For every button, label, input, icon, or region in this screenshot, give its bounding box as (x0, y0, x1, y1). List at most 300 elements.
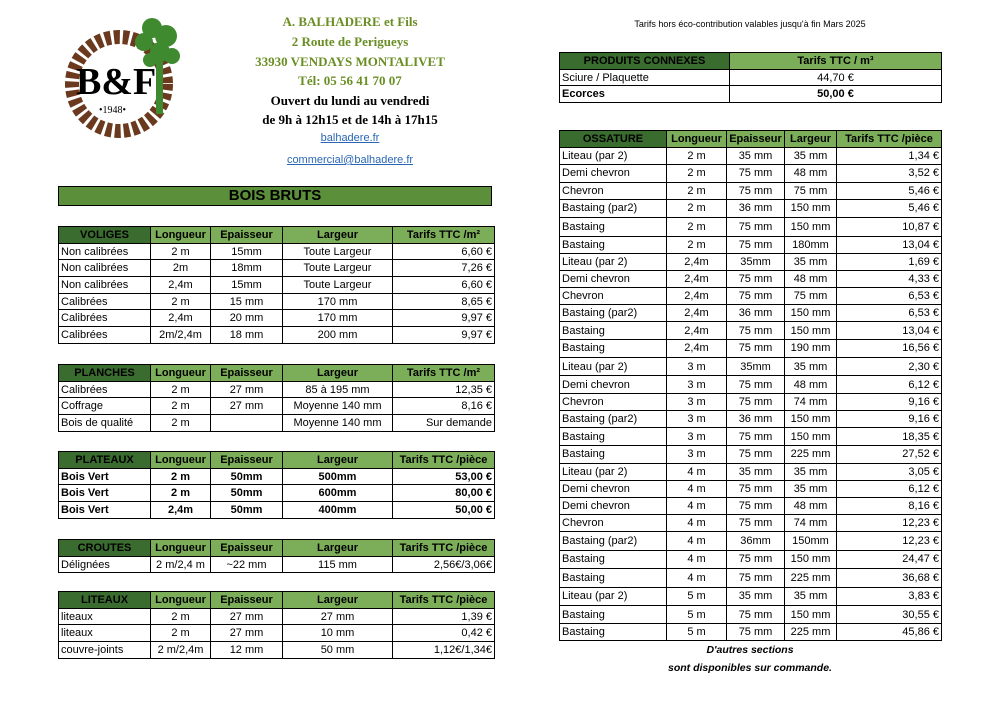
voliges-table (58, 226, 495, 344)
website-link[interactable]: balhadere.fr (320, 132, 380, 144)
table-cell: 15 mm (211, 293, 283, 310)
table-cell: 3,52 € (837, 165, 942, 182)
table-cell: Moyenne 140 mm (283, 398, 393, 415)
table-cell: 35 mm (785, 358, 837, 376)
table-cell: 2,4m (667, 339, 727, 357)
table-cell: 150 mm (785, 218, 837, 236)
table-cell: 5,46 € (837, 182, 942, 199)
column-header: CROUTES (59, 540, 151, 557)
column-header: Largeur (283, 227, 393, 244)
email-link[interactable]: commercial@balhadere.fr (286, 154, 414, 166)
column-header: Largeur (785, 131, 837, 148)
table-cell: 27 mm (283, 608, 393, 625)
table-cell: 225 mm (785, 446, 837, 463)
table-cell: 150mm (785, 532, 837, 550)
table-cell: Demi chevron (560, 497, 667, 514)
column-header: Longueur (151, 452, 211, 469)
column-header: Longueur (151, 540, 211, 557)
table-cell: 2 m (151, 398, 211, 415)
table-cell: Toute Largeur (283, 277, 393, 294)
table-header-row (59, 452, 495, 469)
table-cell: 3 m (667, 428, 727, 446)
plateaux-table (58, 451, 495, 519)
table-cell: 75 mm (727, 550, 785, 568)
table-cell: Liteau (par 2) (560, 587, 667, 605)
table-cell: Moyenne 140 mm (283, 415, 393, 432)
table-row (59, 556, 495, 573)
table-cell: Non calibrées (59, 260, 151, 277)
table-row (560, 569, 942, 587)
table-cell: 75 mm (727, 605, 785, 623)
table-cell: 150 mm (785, 428, 837, 446)
table-cell: 2,56€/3,06€ (393, 556, 495, 573)
column-header: Epaisseur (211, 592, 283, 609)
table-row (560, 305, 942, 322)
table-cell: 27 mm (211, 625, 283, 642)
opening-hours: de 9h à 12h15 et de 14h à 17h15 (262, 112, 438, 127)
table-cell: Demi chevron (560, 376, 667, 393)
column-header: Longueur (151, 365, 211, 382)
table-cell: Calibrées (59, 327, 151, 344)
table-cell: 3 m (667, 446, 727, 463)
table-cell: 2m (151, 260, 211, 277)
table-cell: 48 mm (785, 497, 837, 514)
table-cell: 9,97 € (393, 310, 495, 327)
column-header: Tarifs TTC /pièce (393, 452, 495, 469)
table-row (59, 327, 495, 344)
table-cell: 2,4m (151, 502, 211, 519)
table-cell: 75 mm (727, 270, 785, 287)
table-cell: 4 m (667, 532, 727, 550)
table-cell: 2,4m (151, 277, 211, 294)
table-cell (211, 415, 283, 432)
table-cell: 3,83 € (837, 587, 942, 605)
table-cell: 8,16 € (393, 398, 495, 415)
table-cell: 2,4m (667, 253, 727, 270)
table-row (59, 625, 495, 642)
company-address: 2 Route de Perigueys (291, 34, 409, 49)
table-cell: 35 mm (785, 480, 837, 497)
table-cell: 5 m (667, 605, 727, 623)
table-cell: 75 mm (727, 288, 785, 305)
table-cell: 1,34 € (837, 148, 942, 165)
connexes-header: PRODUITS CONNEXES (560, 53, 730, 70)
table-row (560, 480, 942, 497)
table-cell: 75 mm (727, 428, 785, 446)
table-cell: 27 mm (211, 608, 283, 625)
connexes-header: Tarifs TTC / m³ (730, 53, 942, 70)
table-cell: Bastaing (560, 218, 667, 236)
table-cell: Calibrées (59, 381, 151, 398)
table-cell: 2 m (667, 165, 727, 182)
table-cell: Bois de qualité (59, 415, 151, 432)
table-cell: Liteau (par 2) (560, 463, 667, 480)
logo-year: •1948• (99, 105, 127, 116)
table-cell: 9,16 € (837, 393, 942, 410)
table-cell: Chevron (560, 515, 667, 532)
table-cell: 6,12 € (837, 376, 942, 393)
table-cell: 225 mm (785, 624, 837, 641)
table-cell: 74 mm (785, 515, 837, 532)
table-cell: 15mm (211, 277, 283, 294)
table-cell: 36,68 € (837, 569, 942, 587)
table-cell: 75 mm (727, 236, 785, 253)
company-phone: Tél: 05 56 41 70 07 (298, 73, 402, 88)
table-row (560, 322, 942, 339)
table-cell: Sur demande (393, 415, 495, 432)
table-row (560, 515, 942, 532)
table-cell: Toute Largeur (283, 243, 393, 260)
ossature-footer-1: D'autres sections (706, 644, 794, 656)
table-cell: 3 m (667, 376, 727, 393)
table-row (560, 624, 942, 641)
column-header: Longueur (667, 131, 727, 148)
table-cell: 190 mm (785, 339, 837, 357)
column-header: Tarifs TTC /pièce (837, 131, 942, 148)
table-cell: 35 mm (727, 587, 785, 605)
table-cell: 1,12€/1,34€ (393, 642, 495, 659)
table-cell: 4 m (667, 497, 727, 514)
cell: Ecorces (560, 86, 730, 103)
table-cell: 115 mm (283, 556, 393, 573)
table-cell: Non calibrées (59, 243, 151, 260)
column-header: Epaisseur (727, 131, 785, 148)
table-cell: 75 mm (785, 288, 837, 305)
table-cell: 170 mm (283, 293, 393, 310)
table-row (560, 236, 942, 253)
table-cell: 75 mm (727, 624, 785, 641)
table-row (560, 182, 942, 199)
table-cell: Bastaing (560, 550, 667, 568)
column-header: Largeur (283, 540, 393, 557)
table-row (560, 605, 942, 623)
table-cell: Calibrées (59, 293, 151, 310)
table-row (59, 398, 495, 415)
table-cell: Bois Vert (59, 485, 151, 502)
table-cell: Coffrage (59, 398, 151, 415)
table-cell: 600mm (283, 485, 393, 502)
table-cell: 1,69 € (837, 253, 942, 270)
table-cell: 35 mm (785, 148, 837, 165)
table-cell: 30,55 € (837, 605, 942, 623)
opening-days: Ouvert du lundi au vendredi (270, 93, 430, 108)
table-cell: 2,4m (667, 270, 727, 287)
column-header: Epaisseur (211, 365, 283, 382)
table-cell: 75 mm (727, 515, 785, 532)
table-cell: 4 m (667, 515, 727, 532)
column-header: Longueur (151, 592, 211, 609)
table-cell: 35 mm (785, 253, 837, 270)
table-cell: 27 mm (211, 398, 283, 415)
table-row (560, 497, 942, 514)
table-cell: 36 mm (727, 199, 785, 217)
table-cell: Liteau (par 2) (560, 253, 667, 270)
connexes-table (559, 52, 942, 103)
table-cell: 4 m (667, 550, 727, 568)
company-logo (64, 14, 194, 139)
table-cell: Bois Vert (59, 468, 151, 485)
table-cell: 2 m (151, 243, 211, 260)
table-cell: 75 mm (727, 376, 785, 393)
table-cell: Bastaing (560, 339, 667, 357)
table-cell: 35 mm (785, 463, 837, 480)
table-cell: 2,4m (667, 288, 727, 305)
table-cell: 6,60 € (393, 243, 495, 260)
table-cell: 36 mm (727, 305, 785, 322)
table-cell: 2 m (667, 182, 727, 199)
table-cell: 2,30 € (837, 358, 942, 376)
table-row (560, 376, 942, 393)
table-cell: Bastaing (par2) (560, 305, 667, 322)
table-header-row (59, 365, 495, 382)
table-cell: Chevron (560, 182, 667, 199)
table-row (560, 148, 942, 165)
column-header: Largeur (283, 592, 393, 609)
table-row (59, 608, 495, 625)
table-cell: 150 mm (785, 410, 837, 427)
table-cell: 150 mm (785, 605, 837, 623)
table-row (560, 550, 942, 568)
table-cell: Liteau (par 2) (560, 148, 667, 165)
table-row (560, 358, 942, 376)
table-row (560, 165, 942, 182)
table-row (560, 288, 942, 305)
table-row (560, 463, 942, 480)
table-cell: 150 mm (785, 322, 837, 339)
column-header: Tarifs TTC /pièce (393, 592, 495, 609)
table-cell: Bastaing (par2) (560, 199, 667, 217)
company-name: A. BALHADERE et Fils (282, 14, 418, 29)
table-cell: 2 m (151, 485, 211, 502)
column-header: Epaisseur (211, 227, 283, 244)
table-cell: liteaux (59, 625, 151, 642)
table-row (59, 310, 495, 327)
table-row (59, 485, 495, 502)
table-cell: 2 m (151, 381, 211, 398)
table-cell: 2,4m (151, 310, 211, 327)
table-cell: Bois Vert (59, 502, 151, 519)
table-cell: 36mm (727, 532, 785, 550)
column-header: VOLIGES (59, 227, 151, 244)
column-header: Tarifs TTC /pièce (393, 540, 495, 557)
table-cell: 75 mm (785, 182, 837, 199)
section-title-bois-bruts: BOIS BRUTS (58, 186, 492, 206)
column-header: Epaisseur (211, 540, 283, 557)
table-cell: 75 mm (727, 446, 785, 463)
table-row (59, 277, 495, 294)
table-row (560, 410, 942, 427)
table-cell: 2 m (151, 415, 211, 432)
table-row (560, 69, 942, 86)
table-cell: 2 m (667, 218, 727, 236)
table-cell: 225 mm (785, 569, 837, 587)
table-cell: 3 m (667, 393, 727, 410)
column-header: Tarifs TTC /m² (393, 227, 495, 244)
liteaux-table (58, 591, 495, 659)
column-header: PLANCHES (59, 365, 151, 382)
table-cell: 35 mm (727, 463, 785, 480)
column-header: Epaisseur (211, 452, 283, 469)
table-cell: 3,05 € (837, 463, 942, 480)
table-cell: 6,60 € (393, 277, 495, 294)
table-cell: Délignées (59, 556, 151, 573)
table-row (59, 243, 495, 260)
table-cell: 9,97 € (393, 327, 495, 344)
table-row (560, 446, 942, 463)
table-row (560, 86, 942, 103)
table-row (560, 270, 942, 287)
table-cell: 27 mm (211, 381, 283, 398)
table-cell: 5 m (667, 587, 727, 605)
table-cell: 75 mm (727, 322, 785, 339)
table-cell: 75 mm (727, 339, 785, 357)
table-cell: 80,00 € (393, 485, 495, 502)
table-row (560, 199, 942, 217)
table-cell: 2 m (667, 199, 727, 217)
table-header-row (560, 131, 942, 148)
table-cell: 400mm (283, 502, 393, 519)
table-cell: 36 mm (727, 410, 785, 427)
table-cell: 1,39 € (393, 608, 495, 625)
table-cell: 150 mm (785, 550, 837, 568)
table-header-row (59, 227, 495, 244)
table-cell: 35 mm (727, 148, 785, 165)
table-cell: 50 mm (283, 642, 393, 659)
table-cell: 500mm (283, 468, 393, 485)
table-row (59, 260, 495, 277)
table-cell: Bastaing (560, 236, 667, 253)
table-cell: 150 mm (785, 199, 837, 217)
croutes-table (58, 539, 495, 573)
ossature-table (559, 130, 942, 641)
table-cell: 74 mm (785, 393, 837, 410)
table-cell: 18,35 € (837, 428, 942, 446)
table-cell: 2 m (667, 148, 727, 165)
table-cell: 75 mm (727, 165, 785, 182)
table-cell: Calibrées (59, 310, 151, 327)
table-cell: 3 m (667, 358, 727, 376)
table-cell: 170 mm (283, 310, 393, 327)
table-cell: Demi chevron (560, 480, 667, 497)
table-cell: 180mm (785, 236, 837, 253)
table-cell: 75 mm (727, 182, 785, 199)
table-row (59, 381, 495, 398)
table-cell: 45,86 € (837, 624, 942, 641)
cell: 50,00 € (730, 86, 942, 103)
table-row (59, 468, 495, 485)
table-cell: Toute Largeur (283, 260, 393, 277)
table-row (560, 339, 942, 357)
table-cell: 2 m (151, 468, 211, 485)
table-cell: 16,56 € (837, 339, 942, 357)
table-cell: 53,00 € (393, 468, 495, 485)
table-cell: 10,87 € (837, 218, 942, 236)
table-cell: 15mm (211, 243, 283, 260)
column-header: OSSATURE (560, 131, 667, 148)
column-header: PLATEAUX (59, 452, 151, 469)
table-cell: 50mm (211, 502, 283, 519)
table-cell: couvre-joints (59, 642, 151, 659)
table-cell: 2 m (667, 236, 727, 253)
table-cell: Liteau (par 2) (560, 358, 667, 376)
table-cell: Bastaing (560, 605, 667, 623)
table-cell: 12,23 € (837, 532, 942, 550)
table-cell: 48 mm (785, 165, 837, 182)
table-header-row (59, 592, 495, 609)
table-cell: 35 mm (785, 587, 837, 605)
table-header-row (59, 540, 495, 557)
table-cell: 2m/2,4m (151, 327, 211, 344)
table-cell: 2 m (151, 625, 211, 642)
table-cell: Demi chevron (560, 165, 667, 182)
table-cell: 4 m (667, 480, 727, 497)
table-cell: 0,42 € (393, 625, 495, 642)
table-cell: 48 mm (785, 376, 837, 393)
table-cell: liteaux (59, 608, 151, 625)
table-cell: ~22 mm (211, 556, 283, 573)
table-row (59, 642, 495, 659)
table-cell: 2 m (151, 608, 211, 625)
table-cell: 5,46 € (837, 199, 942, 217)
table-cell: Bastaing (560, 322, 667, 339)
table-row (560, 587, 942, 605)
table-cell: 50,00 € (393, 502, 495, 519)
table-cell: 50mm (211, 485, 283, 502)
table-cell: 75 mm (727, 393, 785, 410)
table-cell: 35mm (727, 253, 785, 270)
table-cell: 13,04 € (837, 236, 942, 253)
table-cell: Bastaing (560, 624, 667, 641)
table-cell: 2 m/2,4 m (151, 556, 211, 573)
table-cell: 24,47 € (837, 550, 942, 568)
table-cell: 13,04 € (837, 322, 942, 339)
table-row (560, 253, 942, 270)
table-cell: 18mm (211, 260, 283, 277)
table-row (560, 218, 942, 236)
column-header: Longueur (151, 227, 211, 244)
table-cell: 4,33 € (837, 270, 942, 287)
table-cell: 2,4m (667, 305, 727, 322)
table-row (560, 428, 942, 446)
table-cell: 9,16 € (837, 410, 942, 427)
table-cell: 75 mm (727, 497, 785, 514)
table-cell: Non calibrées (59, 277, 151, 294)
column-header: LITEAUX (59, 592, 151, 609)
table-cell: 48 mm (785, 270, 837, 287)
ossature-footer-2: sont disponibles sur commande. (668, 662, 832, 674)
table-cell: 6,53 € (837, 288, 942, 305)
logo-letters: B&F (76, 61, 157, 103)
column-header: Tarifs TTC /m² (393, 365, 495, 382)
company-city: 33930 VENDAYS MONTALIVET (255, 54, 445, 69)
table-cell: Bastaing (560, 428, 667, 446)
table-cell: 20 mm (211, 310, 283, 327)
table-cell: 150 mm (785, 305, 837, 322)
table-cell: 2 m/2,4m (151, 642, 211, 659)
table-cell: Bastaing (560, 569, 667, 587)
table-cell: 85 à 195 mm (283, 381, 393, 398)
table-cell: Bastaing (560, 446, 667, 463)
table-cell: 2,4m (667, 322, 727, 339)
table-row (560, 532, 942, 550)
table-row (59, 502, 495, 519)
table-cell: 6,53 € (837, 305, 942, 322)
price-validity-notice: Tarifs hors éco-contribution valables jusqu'à fin Mars 2025 (634, 19, 866, 29)
table-cell: 75 mm (727, 569, 785, 587)
table-cell: 35mm (727, 358, 785, 376)
table-cell: 200 mm (283, 327, 393, 344)
table-cell: 8,65 € (393, 293, 495, 310)
